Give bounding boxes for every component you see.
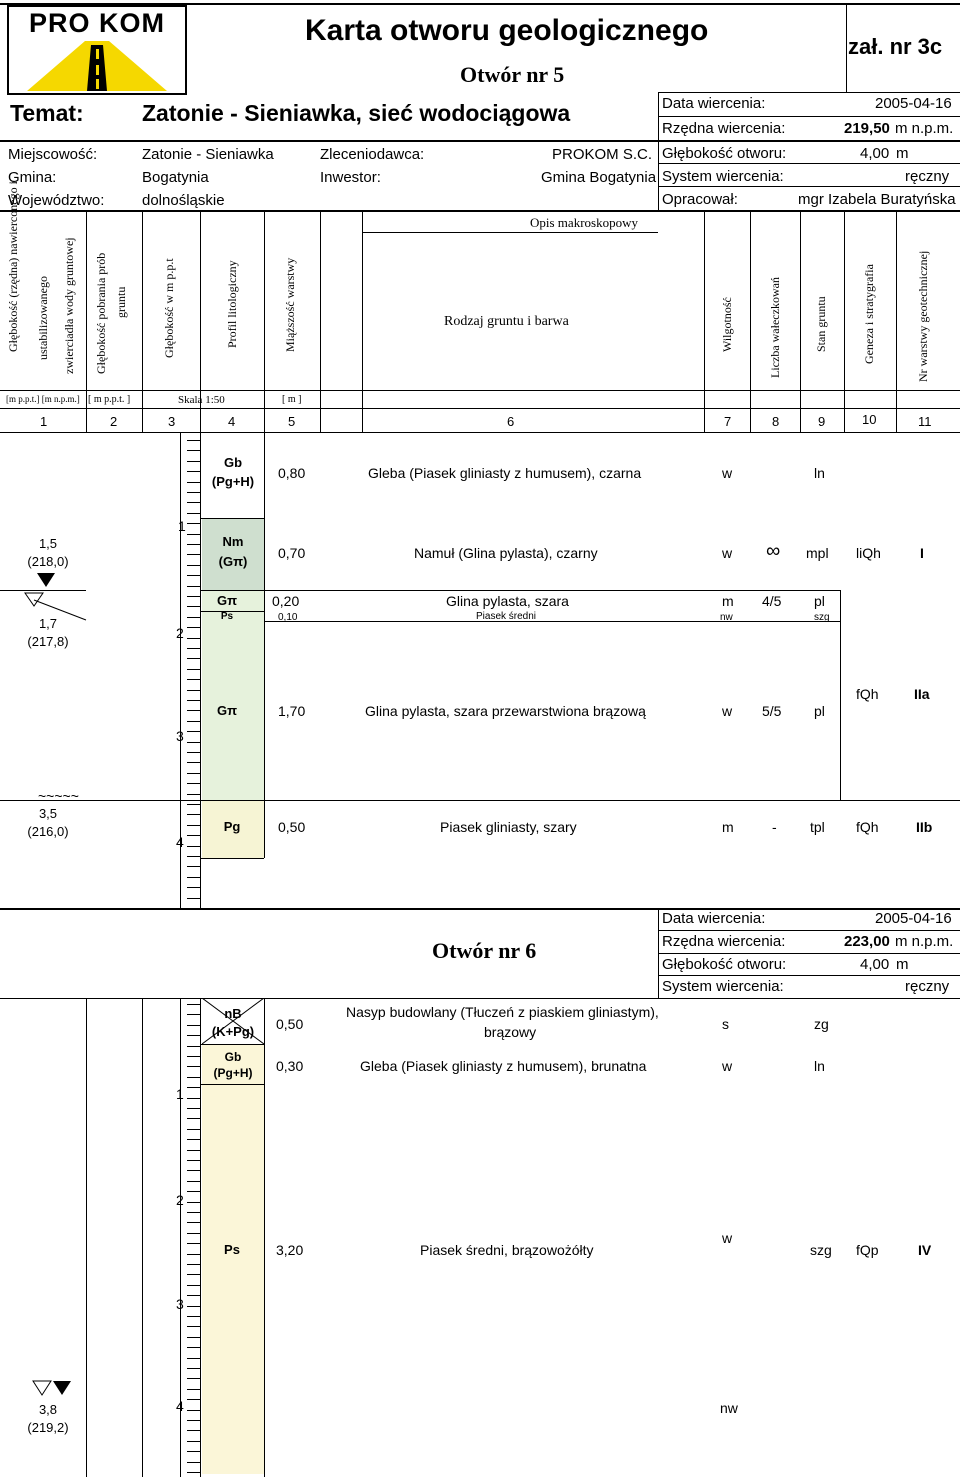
scale-tick [187,1046,200,1047]
col-number-6: 6 [507,414,515,429]
b5-layer5-rolls: 5/5 [762,703,782,719]
page-title: Karta otworu geologicznego [305,14,709,47]
scale-tick [187,794,200,795]
b5-scale-3: 3 [176,728,184,744]
scale-tick [187,513,200,514]
system-value: ręczny [905,168,950,185]
b6-layer1-thickness: 0,50 [276,1016,304,1032]
scale-tick [187,1202,200,1203]
scale-tick [187,700,200,701]
depth-unit: m [896,145,909,162]
col-number-9: 9 [818,414,826,429]
b5-water-elev-3: (216,0) [27,824,69,839]
drill-date-label: Data wiercenia: [662,95,766,112]
col-number-4: 4 [228,414,236,429]
b5-layer5-description: Glina pylasta, szara przewarstwiona brązową [365,703,646,719]
scale-tick [187,846,200,847]
scale-tick [187,1181,200,1182]
drill-date-value: 2005-04-16 [875,95,952,112]
scale-tick [187,710,200,711]
voivodeship-label: Województwo: [8,192,105,209]
investor-value: Gmina Bogatynia [541,169,657,186]
b5-layer1-symbol2: (Pg+H) [211,474,255,489]
borehole-6-title: Otwór nr 6 [432,938,537,963]
b6-drill-date-value: 2005-04-16 [875,910,952,927]
col-number-5: 5 [288,414,296,429]
scale-tick [187,450,200,451]
col1-header: Głębokość (rzędna) nawierconego i [6,181,20,352]
b6-layer2-state: ln [814,1058,825,1074]
unit-col1: [m p.p.t.] [m n.p.m.] [6,394,80,404]
company-logo [7,5,187,95]
b6-water-elev: (219,2) [27,1420,69,1435]
b5-layer3-rolls: 4/5 [762,593,782,609]
b5-layer5-moisture: w [722,703,733,719]
b5-layer1-thickness: 0,80 [278,465,306,481]
scale-tick [187,1170,200,1171]
scale-tick [187,1066,200,1067]
b5-layer2-thickness: 0,70 [278,545,306,561]
b5-layer4-state: szg [814,612,830,623]
water-level-both-icon [32,1380,72,1401]
b6-layer2-symbol2: (Pg+H) [213,1066,253,1080]
scale-tick [187,1441,200,1442]
b6-layer1-symbol2: (K+Pg) [211,1024,255,1039]
scale-tick [187,606,200,607]
scale-tick [187,1410,200,1411]
scale-tick [187,877,200,878]
scale-tick [187,773,200,774]
scale-tick [187,658,200,659]
voivodeship-value: dolnośląskie [142,192,225,209]
b5-layer2-symbol2: (Gπ) [218,554,248,569]
col-number-2: 2 [110,414,118,429]
b5-layer4-thickness: 0,10 [278,612,298,623]
b6-layer3-symbol: Ps [224,1242,240,1257]
scale-tick [187,1150,200,1151]
scale-tick [187,835,200,836]
scale-tick [187,1347,200,1348]
b6-layer3-geotech: IV [918,1242,932,1258]
b5-layer3-description: Glina pylasta, szara [446,593,569,609]
scale-tick [187,814,200,815]
topic-value: Zatonie - Sieniawka, sieć wodociągowa [142,100,571,126]
scale-tick [187,544,200,545]
scale-tick [187,825,200,826]
scale-tick [187,1108,200,1109]
scale-tick [187,1233,200,1234]
scale-tick [187,1462,200,1463]
scale-tick [187,1472,200,1473]
scale-tick [187,1358,200,1359]
b6-elevation-label: Rzędna wiercenia: [662,933,786,950]
scale-tick [187,461,200,462]
b5-layer5-state: pl [814,703,825,719]
b6-depth-value: 4,00 [860,956,890,973]
scale-tick [187,866,200,867]
b6-layer3-state: szg [810,1242,832,1258]
b5-layer2-genesis: liQh [856,545,881,561]
scale-tick [187,534,200,535]
b6-depth-unit: m [896,956,909,973]
unit-col5: [ m ] [282,394,302,405]
b6-layer2-moisture: w [722,1058,733,1074]
scale-tick [187,1098,200,1099]
scale-tick [187,1254,200,1255]
b5-water-depth-3: 3,5 [38,806,58,821]
col4-header: Profil litologiczny [225,260,239,348]
prepared-value: mgr Izabela Buratyńska [798,191,956,208]
b5-layer5-geotech: IIa [914,686,930,702]
b5-layer6-geotech: IIb [916,819,933,835]
b6-scale-1: 1 [176,1086,184,1102]
scale-tick [187,1004,200,1005]
b6-depth-label: Głębokość otworu: [662,956,787,973]
b5-water-depth-1: 1,5 [38,536,58,551]
elevation-unit: m n.p.m. [895,120,954,137]
scale-tick [187,1326,200,1327]
b5-layer6-genesis: fQh [856,819,879,835]
scale-tick [187,1337,200,1338]
b6-layer3-description: Piasek średni, brązowożółty [420,1242,594,1258]
b5-scale-2: 2 [176,625,184,641]
scale-tick [187,523,200,524]
scale-tick [187,638,200,639]
b6-water-depth: 3,8 [38,1402,58,1417]
b6-scale-2: 2 [176,1192,184,1208]
b5-layer3-symbol: Gπ [216,593,238,608]
b5-layer6-thickness: 0,50 [278,819,306,835]
b6-layer1-description-line2: brązowy [484,1024,537,1040]
scale-tick [187,1378,200,1379]
opis-header: Opis makroskopowy [530,215,638,230]
col7-header: Wilgotność [720,297,734,352]
col10-header: Geneza i stratygrafia [862,264,876,364]
attachment-number: zał. nr 3c [848,34,943,59]
b5-layer4-symbol: Ps [220,611,234,622]
unit-col2: [ m p.p.t. ] [88,394,131,405]
scale-tick [187,627,200,628]
commune-value: Bogatynia [142,169,209,186]
col11-header: Nr warstwy geotechnicznej [916,250,930,382]
investor-label: Inwestor: [320,169,381,186]
col1-header-line3: zwierciadła wody gruntowej [62,237,76,374]
col-number-7: 7 [724,414,732,429]
b6-scale-3: 3 [176,1296,184,1312]
scale-tick [187,898,200,899]
system-label: System wiercenia: [662,168,784,185]
client-label: Zleceniodawca: [320,146,425,163]
scale-tick [187,1191,200,1192]
b6-elevation-unit: m n.p.m. [895,933,954,950]
scale-tick [187,752,200,753]
col6-header: Rodzaj gruntu i barwa [444,314,569,329]
b5-layer2-geotech: I [920,545,924,561]
b5-layer6-state: tpl [810,819,825,835]
place-label: Miejscowość: [8,146,98,163]
elevation-value: 219,50 [844,120,890,137]
b5-layer2-state: mpl [806,545,829,561]
col-number-10: 10 [862,412,877,427]
scale-tick [187,1389,200,1390]
scale-tick [187,1212,200,1213]
prepared-label: Opracował: [662,191,738,208]
scale-tick [187,1139,200,1140]
b5-water-elev-1: (218,0) [27,554,69,569]
b5-layer1-symbol: Gb [223,455,243,470]
scale-tick [187,804,200,805]
b5-layer6-symbol: Pg [223,819,241,834]
b6-system-label: System wiercenia: [662,978,784,995]
col-number-3: 3 [168,414,176,429]
scale-tick [187,762,200,763]
b6-bottom-moisture: nw [720,1400,738,1416]
scale-tick [187,1399,200,1400]
col5-header: Miąższość warstwy [283,257,297,352]
b5-layer1-moisture: w [722,465,733,481]
b6-layer1-moisture: s [722,1016,729,1032]
scale-tick [187,554,200,555]
client-value: PROKOM S.C. [552,146,653,163]
scale-tick [187,1014,200,1015]
scale-tick [187,783,200,784]
scale-tick [187,742,200,743]
b6-layer2-thickness: 0,30 [276,1058,304,1074]
b6-layer2-symbol: Gb [224,1050,242,1064]
scale-tick [187,887,200,888]
scale-tick [187,596,200,597]
commune-label: Gmina: [8,169,57,186]
scale-tick [187,586,200,587]
b5-water-elev-2: (217,8) [27,634,69,649]
scale-tick [187,1243,200,1244]
b5-layer2-symbol: Nm [222,534,244,549]
scale-tick [187,1129,200,1130]
b5-scale-4: 4 [176,834,184,850]
scale-tick [187,1264,200,1265]
b6-scale-4: 4 [176,1398,184,1414]
topic-label: Temat: [10,100,84,126]
col2-header-line2: gruntu [114,286,128,318]
scale-tick [187,1025,200,1026]
b5-layer2-moisture: w [722,545,733,561]
b6-layer3-moisture: w [722,1230,733,1246]
water-level-filled-icon [36,572,56,593]
col3-header: Głębokość w m p.p.t [162,258,176,358]
col-number-1: 1 [40,414,48,429]
scale-tick [187,575,200,576]
borehole-title: Otwór nr 5 [460,62,565,87]
scale-tick [187,502,200,503]
scale-tick [187,1118,200,1119]
scale-tick [187,1087,200,1088]
scale-tick [187,1035,200,1036]
col-number-11: 11 [918,414,932,429]
b5-layer6-rolls: - [772,819,777,835]
b6-layer3-thickness: 3,20 [276,1242,304,1258]
b5-layer6-moisture: m [722,819,734,835]
scale-tick [187,648,200,649]
scale-tick [187,1160,200,1161]
col9-header: Stan gruntu [814,296,828,352]
b6-layer1-state: zg [814,1016,829,1032]
scale-tick [187,1451,200,1452]
scale-tick [187,721,200,722]
b5-layer3-moisture: m [722,593,734,609]
scale-tick [187,669,200,670]
depth-label: Głębokość otworu: [662,145,787,162]
b5-layer2-description: Namuł (Glina pylasta), czarny [414,545,598,561]
scale-tick [187,440,200,441]
scale-tick [187,471,200,472]
scale-tick [187,690,200,691]
scale-tick [187,565,200,566]
scale-tick [187,492,200,493]
b6-layer1-symbol: nB [224,1006,242,1021]
b6-layer2-description: Gleba (Piasek gliniasty z humusem), brunatna [360,1058,647,1074]
elevation-label: Rzędna wiercenia: [662,120,786,137]
b6-drill-date-label: Data wiercenia: [662,910,766,927]
scale-tick [187,1306,200,1307]
scale-tick [187,1430,200,1431]
scale-tick [187,731,200,732]
b5-tilde: ~~~~~ [38,788,79,804]
b6-system-value: ręczny [905,978,950,995]
scale-tick [187,1368,200,1369]
depth-value: 4,00 [860,145,890,162]
col-number-8: 8 [772,414,780,429]
b5-layer6-description: Piasek gliniasty, szary [440,819,577,835]
col2-header: Głębokość pobrania prób [94,252,108,374]
col8-header: Liczba wałeczkowań [768,277,782,378]
scale-tick [187,1295,200,1296]
scale-tick [187,1274,200,1275]
scale-tick [187,1285,200,1286]
b5-layer1-state: ln [814,465,825,481]
b5-scale-1: 1 [178,518,186,534]
b6-elevation-value: 223,00 [844,933,890,950]
scale-tick [187,1077,200,1078]
b5-layer4-moisture: nw [720,612,733,623]
b5-layer1-description: Gleba (Piasek gliniasty z humusem), czarna [368,465,642,481]
b5-layer2-rolls: ∞ [766,540,781,562]
b6-layer1-description: Nasyp budowlany (Tłuczeń z piaskiem gliniastym), [346,1004,659,1020]
b5-layer5-genesis: fQh [856,686,879,702]
logo-text: PRO KOM [28,8,166,38]
scale-tick [187,856,200,857]
b5-layer3-thickness: 0,20 [272,593,300,609]
scale-tick [187,482,200,483]
b5-water-depth-2: 1,7 [38,616,58,631]
place-value: Zatonie - Sieniawka [142,146,274,163]
b5-layer5-thickness: 1,70 [278,703,306,719]
unit-scale: Skala 1:50 [178,394,225,406]
b5-layer5-symbol: Gπ [216,703,238,718]
scale-tick [187,1056,200,1057]
col1-header-line2: ustabilizowanego [36,276,50,360]
scale-tick [187,617,200,618]
scale-tick [187,1420,200,1421]
scale-tick [187,1316,200,1317]
scale-tick [187,1222,200,1223]
b6-layer3-genesis: fQp [856,1242,879,1258]
b5-layer4-description: Piasek średni [476,611,537,622]
scale-tick [187,679,200,680]
b5-layer3-state: pl [814,593,825,609]
